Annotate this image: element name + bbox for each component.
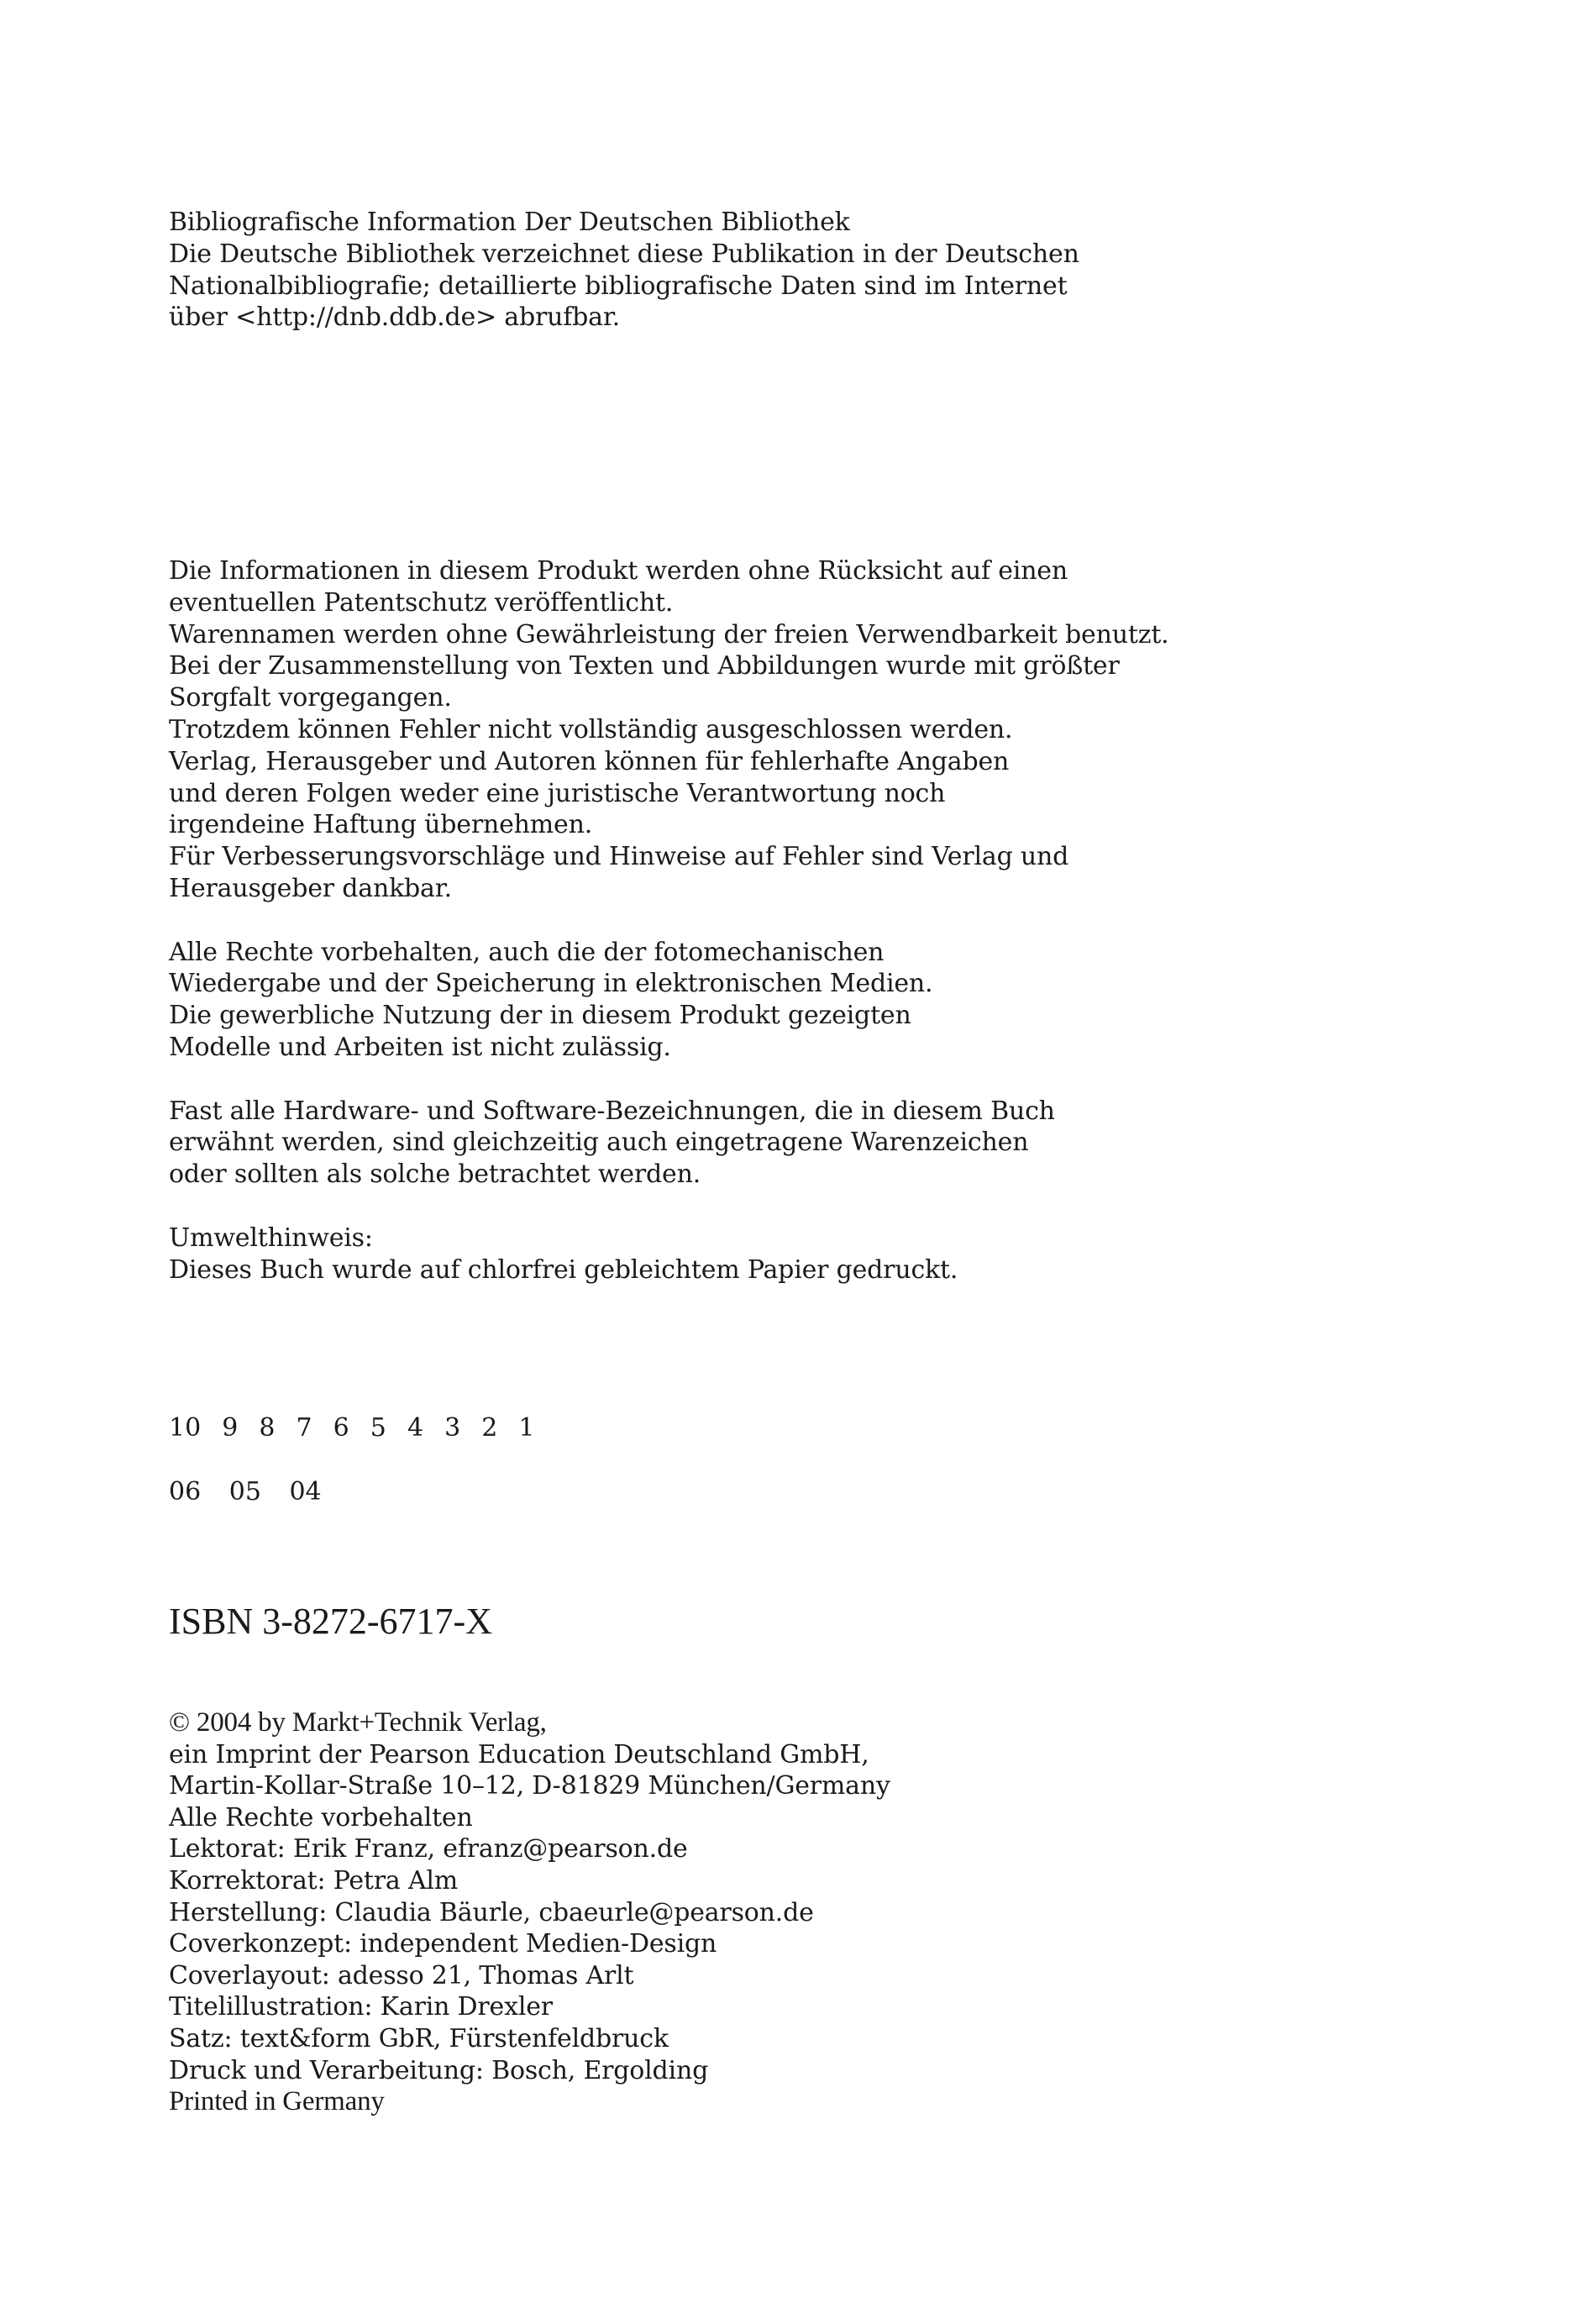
legal-paragraph-trademarks bbox=[169, 1096, 1429, 1191]
legal-line: Die gewerbliche Nutzung der in diesem Produkt gezeigten bbox=[169, 1001, 911, 1031]
legal-line: erwähnt werden, sind gleichzeitig auch eingetragene Warenzeichen bbox=[169, 1128, 1029, 1158]
print-run-number: 3 bbox=[444, 1413, 461, 1443]
imprint-line: Korrektorat: Petra Alm bbox=[169, 1865, 459, 1896]
isbn: ISBN 3-8272-6717-X bbox=[169, 1601, 492, 1642]
imprint-line: Druck und Verarbeitung: Bosch, Ergolding bbox=[169, 2055, 709, 2085]
print-run-number: 6 bbox=[333, 1413, 349, 1443]
legal-paragraph-environment bbox=[169, 1222, 1429, 1286]
bib-line: Nationalbibliografie; detaillierte bibliografische Daten sind im Internet bbox=[169, 271, 1068, 301]
print-year: 04 bbox=[289, 1477, 322, 1506]
legal-line: irgendeine Haftung übernehmen. bbox=[169, 810, 593, 840]
imprint-line: ein Imprint der Pearson Education Deutschland GmbH, bbox=[169, 1739, 869, 1769]
legal-line: Umwelthinweis: bbox=[169, 1222, 373, 1253]
legal-notices bbox=[169, 555, 1429, 1286]
imprint-line: Titelillustration: Karin Drexler bbox=[169, 1992, 553, 2022]
print-years bbox=[169, 1476, 342, 1508]
legal-line: und deren Folgen weder eine juristische Verantwortung noch bbox=[169, 778, 946, 808]
imprint-credits bbox=[169, 1707, 1429, 2118]
imprint-line: Herstellung: Claudia Bäurle, cbaeurle@pearson.de bbox=[169, 1897, 814, 1927]
legal-line: Bei der Zusammenstellung von Texten und Abbildungen wurde mit größter bbox=[169, 651, 1120, 681]
bib-line: Die Deutsche Bibliothek verzeichnet diese Publikation in der Deutschen bbox=[169, 239, 1079, 269]
print-year: 05 bbox=[228, 1477, 261, 1506]
print-run-number: 5 bbox=[370, 1413, 386, 1443]
imprint-line: Alle Rechte vorbehalten bbox=[169, 1802, 473, 1832]
legal-line: Modelle und Arbeiten ist nicht zulässig. bbox=[169, 1032, 671, 1062]
print-run-numbers bbox=[169, 1412, 548, 1444]
print-run-number: 4 bbox=[407, 1413, 424, 1443]
imprint-line: Lektorat: Erik Franz, efranz@pearson.de bbox=[169, 1834, 688, 1864]
imprint-line: Martin-Kollar-Straße 10–12, D-81829 München/Germany bbox=[169, 1771, 890, 1801]
legal-line: oder sollten als solche betrachtet werden. bbox=[169, 1159, 701, 1190]
imprint-line: Coverkonzept: independent Medien-Design bbox=[169, 1929, 717, 1959]
legal-line: Warennamen werden ohne Gewährleistung der freien Verwendbarkeit benutzt. bbox=[169, 619, 1169, 649]
legal-line: Die Informationen in diesem Produkt werden ohne Rücksicht auf einen bbox=[169, 556, 1068, 586]
legal-line: Fast alle Hardware- und Software-Bezeichnungen, die in diesem Buch bbox=[169, 1096, 1055, 1126]
print-run-number: 1 bbox=[518, 1413, 535, 1443]
bib-line: über <http://dnb.ddb.de> abrufbar. bbox=[169, 302, 621, 333]
legal-line: eventuellen Patentschutz veröffentlicht. bbox=[169, 587, 674, 618]
print-run-number: 10 bbox=[169, 1413, 202, 1443]
printed-in-line: Printed in Germany bbox=[169, 2086, 385, 2117]
legal-line: Herausgeber dankbar. bbox=[169, 873, 452, 903]
imprint-line: Coverlayout: adesso 21, Thomas Arlt bbox=[169, 1960, 634, 1990]
legal-paragraph-rights bbox=[169, 937, 1429, 1064]
paragraph-spacer bbox=[169, 1191, 1429, 1222]
legal-line: Verlag, Herausgeber und Autoren können für fehlerhafte Angaben bbox=[169, 746, 1010, 776]
print-run-number: 9 bbox=[222, 1413, 239, 1443]
legal-line: Trotzdem können Fehler nicht vollständig ausgeschlossen werden. bbox=[169, 714, 1013, 744]
paragraph-spacer bbox=[169, 905, 1429, 937]
print-run-number: 2 bbox=[481, 1413, 498, 1443]
print-year: 06 bbox=[169, 1477, 202, 1506]
bib-line: Bibliografische Information Der Deutschen Bibliothek bbox=[169, 208, 850, 237]
bibliographic-info bbox=[169, 207, 1429, 334]
legal-line: Sorgfalt vorgegangen. bbox=[169, 683, 452, 713]
legal-paragraph-disclaimer bbox=[169, 555, 1429, 905]
legal-line: Wiedergabe und der Speicherung in elektronischen Medien. bbox=[169, 969, 933, 999]
imprint-line: Satz: text&form GbR, Fürstenfeldbruck bbox=[169, 2023, 669, 2053]
print-run-number: 7 bbox=[296, 1413, 312, 1443]
legal-line: Für Verbesserungsvorschläge und Hinweise auf Fehler sind Verlag und bbox=[169, 842, 1069, 872]
copyright-line: © 2004 by Markt+Technik Verlag, bbox=[169, 1707, 547, 1738]
legal-line: Dieses Buch wurde auf chlorfrei gebleichtem Papier gedruckt. bbox=[169, 1254, 958, 1285]
legal-line: Alle Rechte vorbehalten, auch die der fotomechanischen bbox=[169, 937, 885, 967]
paragraph-spacer bbox=[169, 1064, 1429, 1096]
print-run-number: 8 bbox=[259, 1413, 276, 1443]
